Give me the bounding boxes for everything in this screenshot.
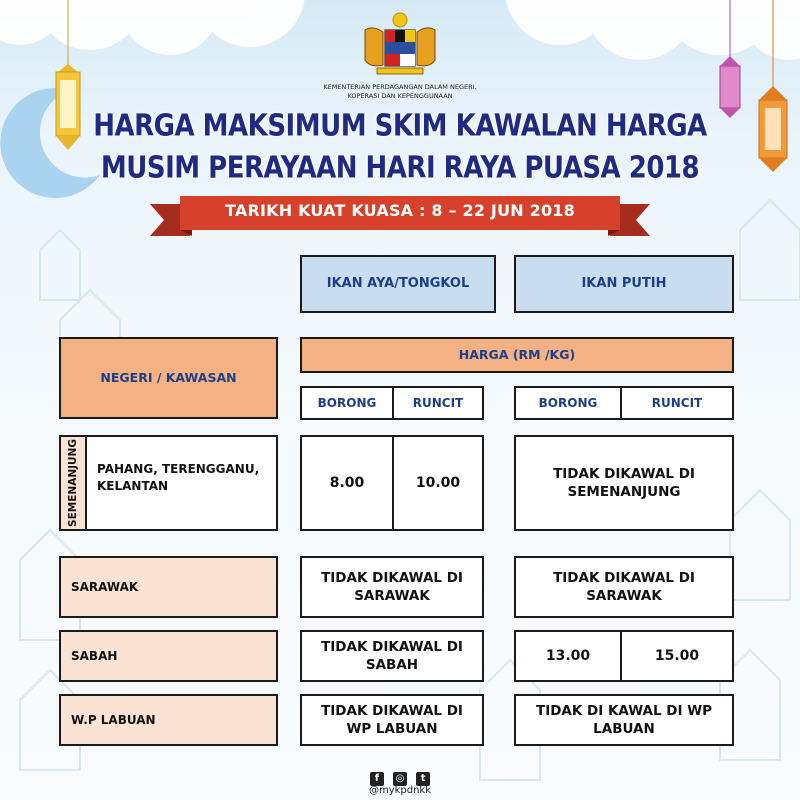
region-header: NEGERI / KAWASAN (59, 337, 278, 419)
aya-labuan-note: TIDAK DIKAWAL DI WP LABUAN (300, 694, 484, 746)
sub-header-aya-borong: BORONG (300, 386, 394, 420)
product-header-ikan-aya: IKAN AYA/TONGKOL (300, 255, 496, 313)
aya-runcit-semenanjung: 10.00 (392, 435, 484, 531)
instagram-icon[interactable]: ◎ (393, 772, 407, 786)
region-sarawak: SARAWAK (59, 556, 278, 618)
sub-header-putih-runcit: RUNCIT (620, 386, 734, 420)
twitter-icon[interactable]: t (416, 772, 430, 786)
title-line-2: MUSIM PERAYAAN HARI RAYA PUASA 2018 (100, 150, 700, 186)
putih-labuan-note: TIDAK DI KAWAL DI WP LABUAN (514, 694, 734, 746)
sub-header-aya-runcit: RUNCIT (392, 386, 484, 420)
aya-sabah-note: TIDAK DIKAWAL DI SABAH (300, 630, 484, 682)
aya-borong-semenanjung: 8.00 (300, 435, 394, 531)
region-wp-labuan: W.P LABUAN (59, 694, 278, 746)
product-header-ikan-putih: IKAN PUTIH (514, 255, 734, 313)
social-icons (0, 766, 800, 786)
price-header: HARGA (RM /KG) (300, 337, 734, 373)
semenanjung-states: PAHANG, TERENGGANU, KELANTAN (97, 462, 260, 493)
putih-sarawak-note: TIDAK DIKAWAL DI SARAWAK (514, 556, 734, 618)
ministry-line-1: KEMENTERIAN PERDAGANGAN DALAM NEGERI, (323, 83, 477, 91)
ministry-line-2: KOPERASI DAN KEPENGGUNAAN (347, 92, 453, 100)
social-handle[interactable]: @mykpdnkk (368, 785, 432, 796)
facebook-icon[interactable]: f (370, 772, 384, 786)
sub-header-putih-borong: BORONG (514, 386, 622, 420)
title-line-1: HARGA MAKSIMUM SKIM KAWALAN HARGA (93, 108, 707, 144)
semenanjung-group-text: SEMENANJUNG (67, 439, 79, 527)
putih-runcit-sabah: 15.00 (620, 630, 734, 682)
aya-sarawak-note: TIDAK DIKAWAL DI SARAWAK (300, 556, 484, 618)
putih-semenanjung-note: TIDAK DIKAWAL DI SEMENANJUNG (514, 435, 734, 531)
region-sabah: SABAH (59, 630, 278, 682)
putih-borong-sabah: 13.00 (514, 630, 622, 682)
semenanjung-group-label (61, 437, 87, 529)
semenanjung-region-cell (59, 435, 278, 531)
effective-date: TARIKH KUAT KUASA : 8 – 22 JUN 2018 (225, 201, 575, 220)
ministry-name (300, 83, 500, 101)
coat-of-arms-logo (355, 10, 445, 80)
